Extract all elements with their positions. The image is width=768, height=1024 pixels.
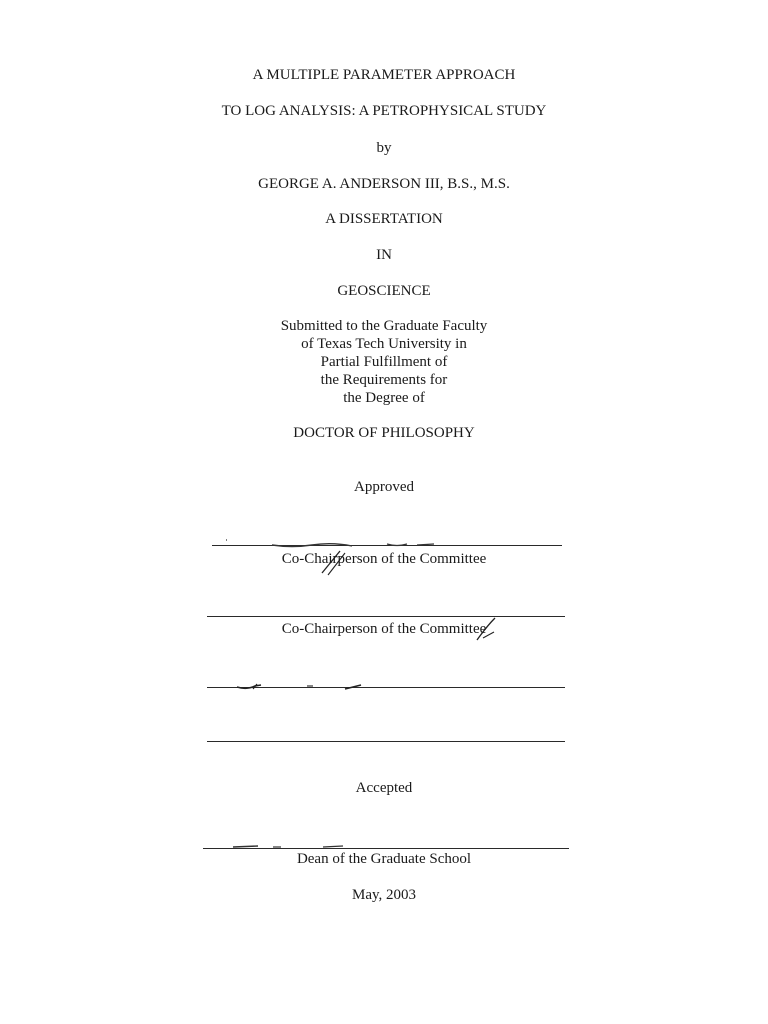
submission-line-5: the Degree of xyxy=(343,390,425,406)
by-label: by xyxy=(376,140,392,156)
approved-label: Approved xyxy=(354,479,414,495)
dean-caption: Dean of the Graduate School xyxy=(296,851,472,867)
submission-line-1: Submitted to the Graduate Faculty xyxy=(280,318,488,334)
author-name: GEORGE A. ANDERSON III, B.S., M.S. xyxy=(258,176,510,192)
in-label: IN xyxy=(376,247,392,263)
signature-3-scribble xyxy=(207,677,565,697)
signature-line-4 xyxy=(207,741,565,742)
date: May, 2003 xyxy=(351,887,417,903)
title-line-1: A MULTIPLE PARAMETER APPROACH xyxy=(252,67,516,83)
accepted-label: Accepted xyxy=(355,780,413,796)
submission-line-2: of Texas Tech University in xyxy=(301,336,467,352)
field-of-study: GEOSCIENCE xyxy=(337,283,431,299)
degree-name: DOCTOR OF PHILOSOPHY xyxy=(293,425,475,441)
signature-2-caption: Co-Chairperson of the Committee xyxy=(281,621,487,637)
submission-line-4: the Requirements for xyxy=(320,372,448,388)
document-type: A DISSERTATION xyxy=(325,211,443,227)
title-line-2: TO LOG ANALYSIS: A PETROPHYSICAL STUDY xyxy=(221,103,547,119)
submission-line-3: Partial Fulfillment of xyxy=(320,354,448,370)
signature-1-caption: Co-Chairperson of the Committee xyxy=(281,551,487,567)
